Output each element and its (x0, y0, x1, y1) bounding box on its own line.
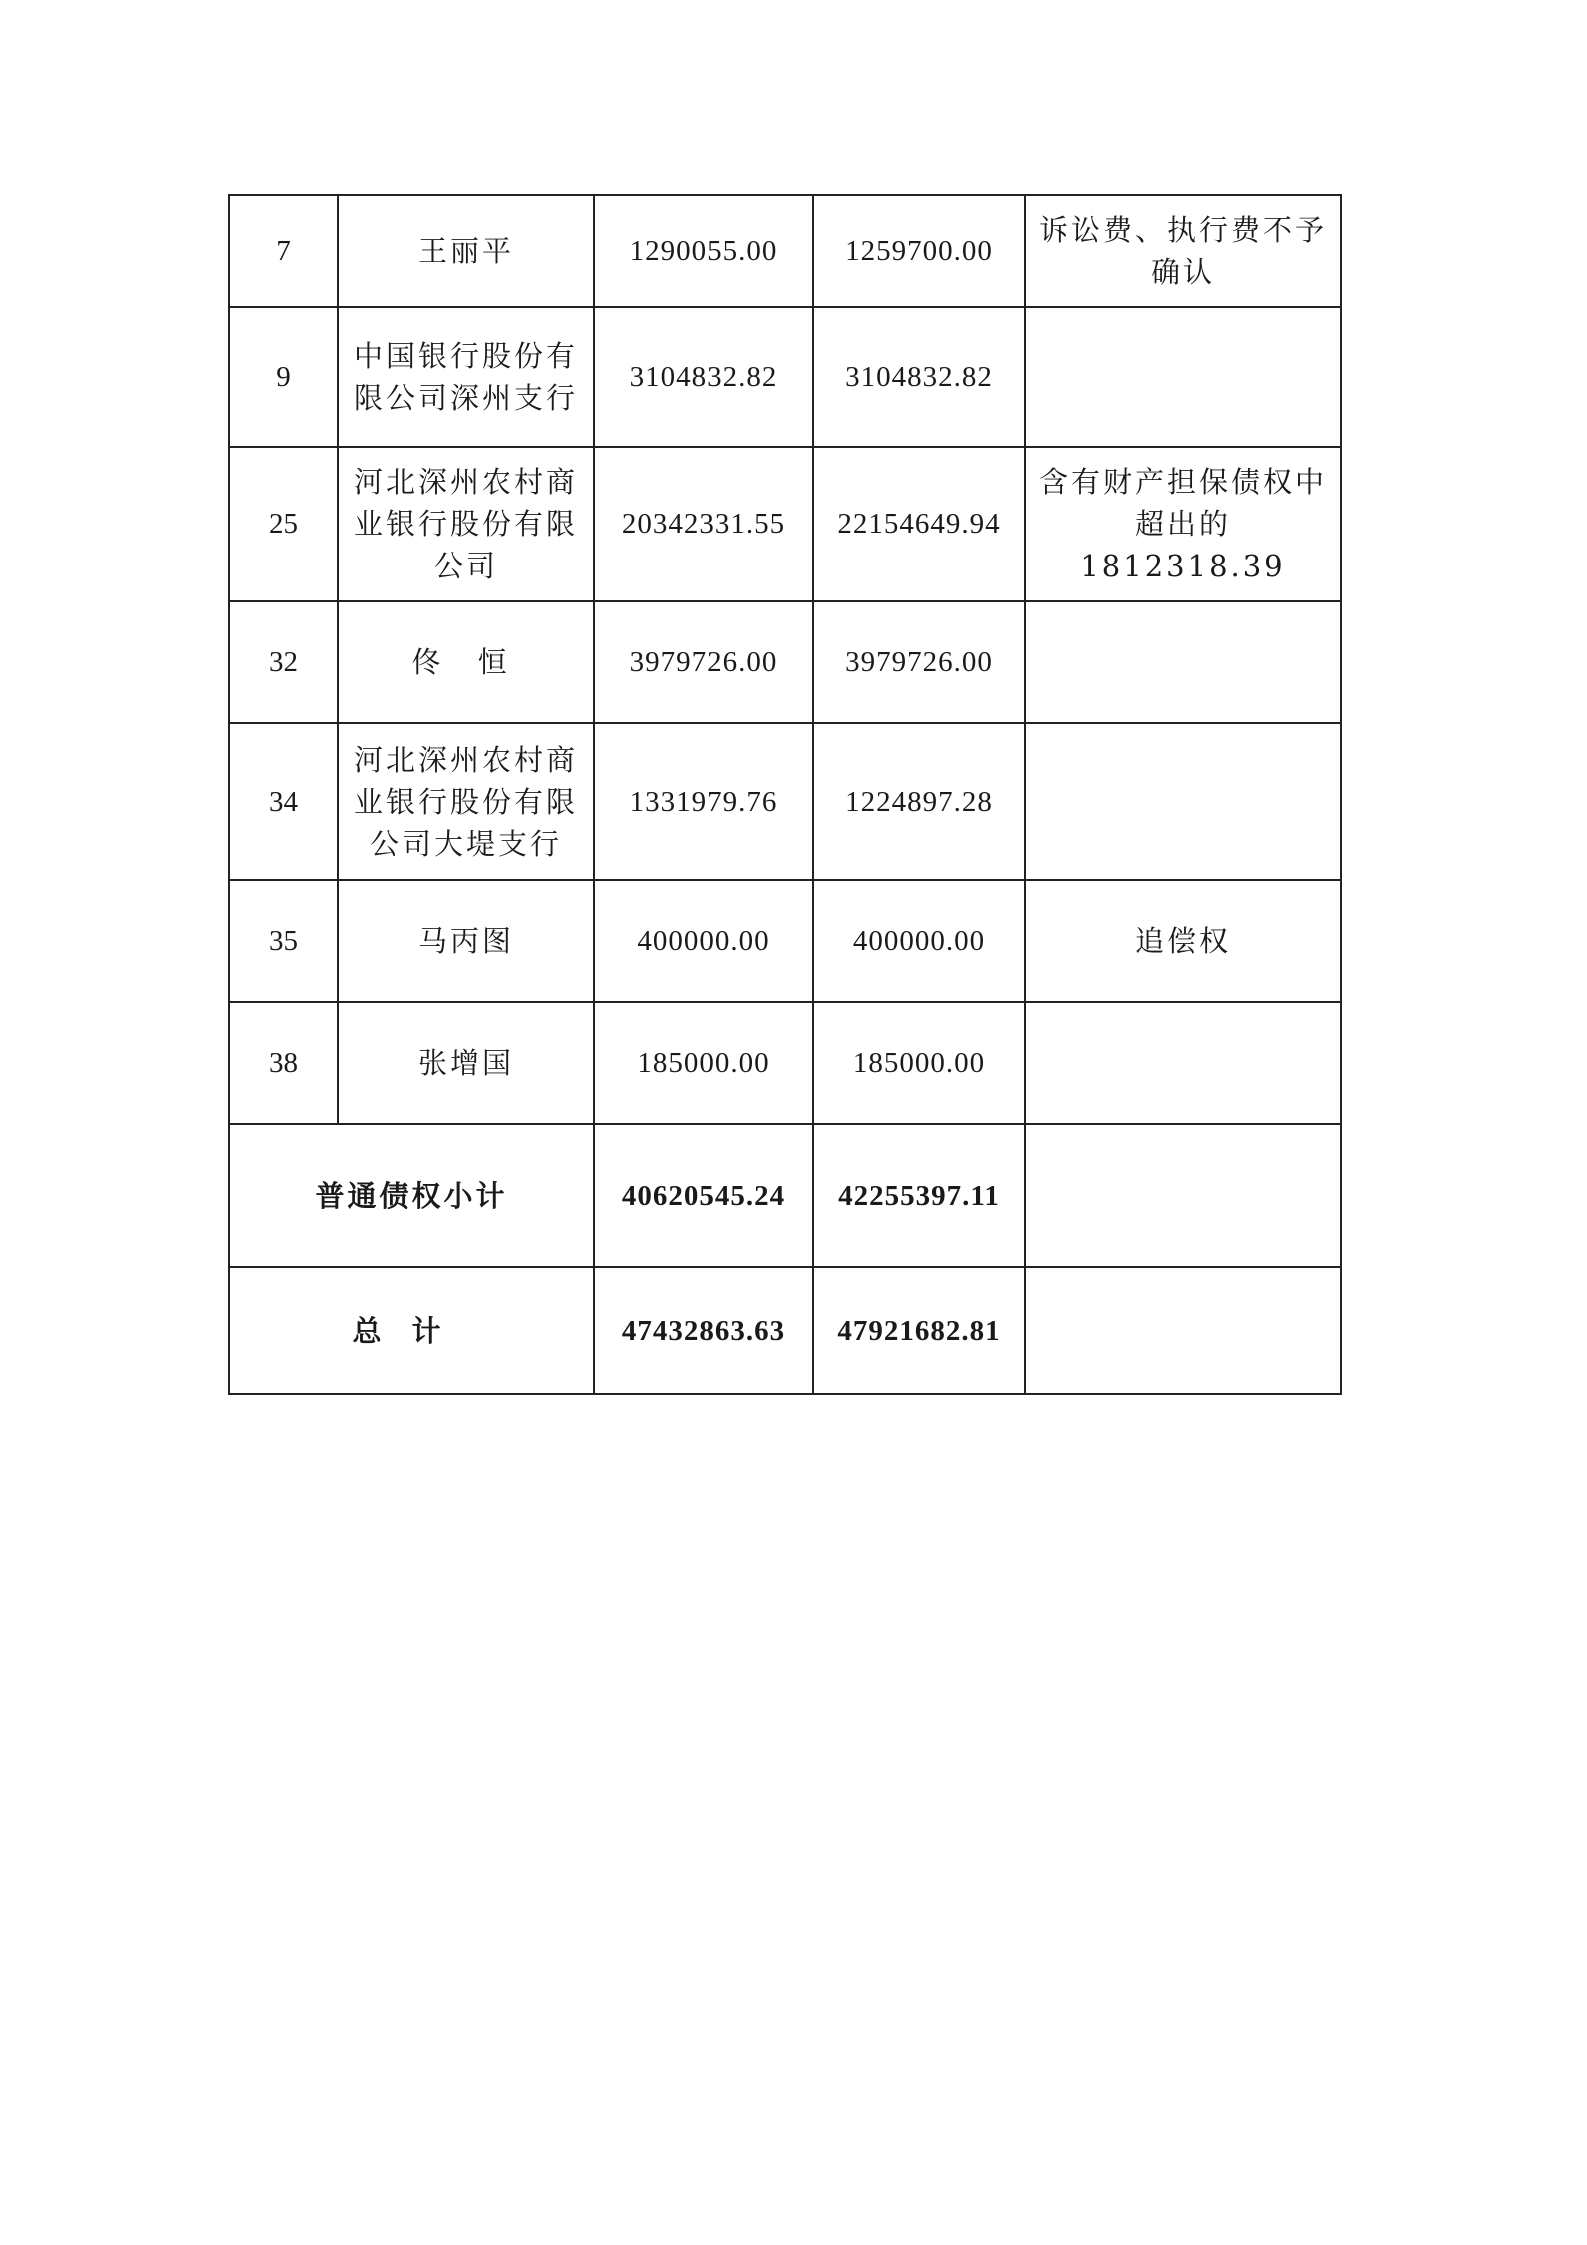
row-number: 32 (229, 601, 338, 723)
subtotal-label: 普通债权小计 (229, 1124, 594, 1267)
declared-amount: 3979726.00 (594, 601, 813, 723)
table-row (229, 1002, 1341, 1124)
total-declared: 47432863.63 (594, 1267, 813, 1394)
declared-amount: 1290055.00 (594, 195, 813, 307)
creditor-name: 张增国 (338, 1002, 594, 1124)
creditor-name: 王丽平 (338, 195, 594, 307)
remark (1025, 1002, 1341, 1124)
confirmed-amount: 22154649.94 (813, 447, 1025, 601)
creditor-name: 佟 恒 (338, 601, 594, 723)
remark (1025, 601, 1341, 723)
declared-amount: 20342331.55 (594, 447, 813, 601)
total-row (229, 1267, 1341, 1394)
row-number: 35 (229, 880, 338, 1002)
row-number: 7 (229, 195, 338, 307)
subtotal-confirmed: 42255397.11 (813, 1124, 1025, 1267)
declared-amount: 185000.00 (594, 1002, 813, 1124)
remark (1025, 723, 1341, 880)
declared-amount: 1331979.76 (594, 723, 813, 880)
subtotal-remark (1025, 1124, 1341, 1267)
declared-amount: 3104832.82 (594, 307, 813, 447)
creditor-name: 中国银行股份有限公司深州支行 (338, 307, 594, 447)
confirmed-amount: 1259700.00 (813, 195, 1025, 307)
row-number: 34 (229, 723, 338, 880)
table-row (229, 195, 1341, 307)
table-row (229, 723, 1341, 880)
row-number: 25 (229, 447, 338, 601)
remark: 含有财产担保债权中超出的1812318.39 (1025, 447, 1341, 601)
remark: 追偿权 (1025, 880, 1341, 1002)
subtotal-row (229, 1124, 1341, 1267)
confirmed-amount: 3104832.82 (813, 307, 1025, 447)
confirmed-amount: 3979726.00 (813, 601, 1025, 723)
remark: 诉讼费、执行费不予确认 (1025, 195, 1341, 307)
table-row (229, 307, 1341, 447)
creditor-name: 马丙图 (338, 880, 594, 1002)
confirmed-amount: 1224897.28 (813, 723, 1025, 880)
row-number: 38 (229, 1002, 338, 1124)
subtotal-declared: 40620545.24 (594, 1124, 813, 1267)
total-label: 总计 (229, 1267, 594, 1394)
total-confirmed: 47921682.81 (813, 1267, 1025, 1394)
total-remark (1025, 1267, 1341, 1394)
confirmed-amount: 185000.00 (813, 1002, 1025, 1124)
confirmed-amount: 400000.00 (813, 880, 1025, 1002)
creditor-name: 河北深州农村商业银行股份有限公司大堤支行 (338, 723, 594, 880)
table-row (229, 880, 1341, 1002)
creditor-claims-table (228, 194, 1342, 1395)
row-number: 9 (229, 307, 338, 447)
table-row (229, 447, 1341, 601)
remark (1025, 307, 1341, 447)
declared-amount: 400000.00 (594, 880, 813, 1002)
table-row (229, 601, 1341, 723)
creditor-name: 河北深州农村商业银行股份有限公司 (338, 447, 594, 601)
